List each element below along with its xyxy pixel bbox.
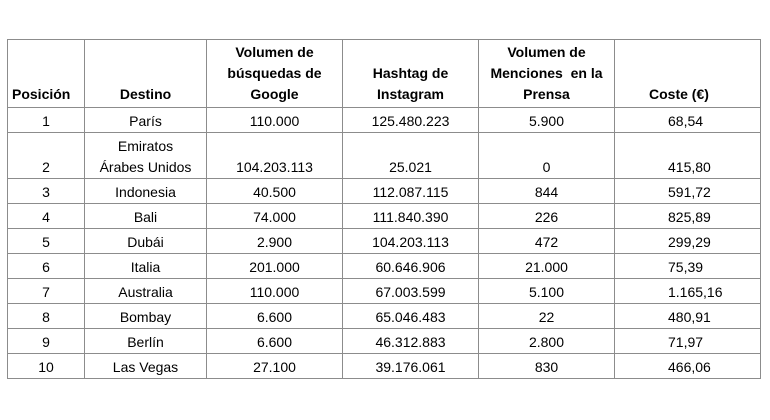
cell-instagram-hashtag: 104.203.113 — [343, 229, 479, 254]
cell-google-volume: 6.600 — [207, 304, 343, 329]
cell-instagram-hashtag: 46.312.883 — [343, 329, 479, 354]
table-row — [8, 279, 761, 304]
cell-cost: 591,72 — [615, 179, 761, 204]
cell-destination — [85, 254, 207, 279]
header-instagram-line: Hashtag de — [372, 65, 449, 81]
cell-destination-line: Berlín — [127, 334, 164, 350]
cell-instagram-hashtag: 111.840.390 — [343, 204, 479, 229]
cell-destination-line: Italia — [130, 259, 161, 275]
header-instagram — [343, 40, 479, 108]
cell-destination — [85, 133, 207, 179]
cell-instagram-hashtag: 112.087.115 — [343, 179, 479, 204]
cell-position: 2 — [8, 133, 85, 179]
header-press-line: Prensa — [523, 86, 570, 102]
cell-press-mentions: 5.900 — [479, 108, 615, 133]
cell-cost: 415,80 — [615, 133, 761, 179]
cell-google-volume: 40.500 — [207, 179, 343, 204]
table-row — [8, 179, 761, 204]
cell-destination-line: Emiratos — [117, 138, 174, 154]
table-row — [8, 108, 761, 133]
table-row — [8, 254, 761, 279]
cell-google-volume: 6.600 — [207, 329, 343, 354]
table-row — [8, 229, 761, 254]
cell-cost: 68,54 — [615, 108, 761, 133]
header-destination: Destino — [85, 40, 207, 108]
table-row — [8, 329, 761, 354]
header-instagram-line: Instagram — [377, 86, 444, 102]
cell-instagram-hashtag: 39.176.061 — [343, 354, 479, 379]
header-position: Posición — [8, 40, 85, 108]
header-google-line: búsquedas de — [227, 65, 322, 81]
cell-position: 9 — [8, 329, 85, 354]
cell-destination-line: Las Vegas — [112, 359, 179, 375]
cell-instagram-hashtag: 60.646.906 — [343, 254, 479, 279]
cell-cost: 480,91 — [615, 304, 761, 329]
cell-google-volume: 110.000 — [207, 279, 343, 304]
cell-press-mentions: 5.100 — [479, 279, 615, 304]
cell-destination-line: Australia — [118, 284, 173, 300]
cell-position: 3 — [8, 179, 85, 204]
cell-position: 10 — [8, 354, 85, 379]
cell-destination — [85, 229, 207, 254]
cell-destination-line: París — [129, 113, 162, 129]
cell-instagram-hashtag: 67.003.599 — [343, 279, 479, 304]
header-press-line: Volumen de — [507, 44, 586, 60]
cell-destination-line: Bombay — [119, 309, 172, 325]
cell-destination — [85, 329, 207, 354]
cell-google-volume: 2.900 — [207, 229, 343, 254]
cell-position: 5 — [8, 229, 85, 254]
cell-position: 7 — [8, 279, 85, 304]
cell-destination — [85, 279, 207, 304]
cell-press-mentions: 2.800 — [479, 329, 615, 354]
cell-destination-line: Bali — [133, 209, 158, 225]
cell-destination — [85, 108, 207, 133]
table-row — [8, 204, 761, 229]
cell-google-volume: 104.203.113 — [207, 133, 343, 179]
cell-destination-line: Indonesia — [115, 184, 176, 200]
cell-cost: 71,97 — [615, 329, 761, 354]
header-cost: Coste (€) — [615, 40, 761, 108]
cell-press-mentions: 844 — [479, 179, 615, 204]
cell-destination-line: Dubái — [127, 234, 164, 250]
cell-position: 8 — [8, 304, 85, 329]
cell-position: 6 — [8, 254, 85, 279]
header-press-line: Menciones en la — [490, 65, 603, 81]
cell-google-volume: 110.000 — [207, 108, 343, 133]
cell-destination — [85, 179, 207, 204]
cell-position: 4 — [8, 204, 85, 229]
header-google-line: Volumen de — [235, 44, 314, 60]
cell-google-volume: 74.000 — [207, 204, 343, 229]
cell-google-volume: 27.100 — [207, 354, 343, 379]
cell-press-mentions: 226 — [479, 204, 615, 229]
cell-instagram-hashtag: 125.480.223 — [343, 108, 479, 133]
table-row — [8, 304, 761, 329]
cell-instagram-hashtag: 25.021 — [343, 133, 479, 179]
cell-cost: 466,06 — [615, 354, 761, 379]
cell-destination-line: Árabes Unidos — [99, 159, 192, 175]
cell-cost: 1.165,16 — [615, 279, 761, 304]
cell-press-mentions: 21.000 — [479, 254, 615, 279]
cell-press-mentions: 0 — [479, 133, 615, 179]
destinations-table — [7, 39, 761, 379]
header-google-line: Google — [250, 86, 299, 102]
header-google — [207, 40, 343, 108]
cell-press-mentions: 22 — [479, 304, 615, 329]
cell-destination — [85, 204, 207, 229]
cell-destination — [85, 304, 207, 329]
cell-cost: 299,29 — [615, 229, 761, 254]
cell-press-mentions: 830 — [479, 354, 615, 379]
cell-cost: 825,89 — [615, 204, 761, 229]
cell-cost: 75,39 — [615, 254, 761, 279]
header-press — [479, 40, 615, 108]
cell-position: 1 — [8, 108, 85, 133]
cell-press-mentions: 472 — [479, 229, 615, 254]
cell-google-volume: 201.000 — [207, 254, 343, 279]
table-row — [8, 133, 761, 179]
cell-instagram-hashtag: 65.046.483 — [343, 304, 479, 329]
table-row — [8, 354, 761, 379]
cell-destination — [85, 354, 207, 379]
header-row — [8, 40, 761, 108]
